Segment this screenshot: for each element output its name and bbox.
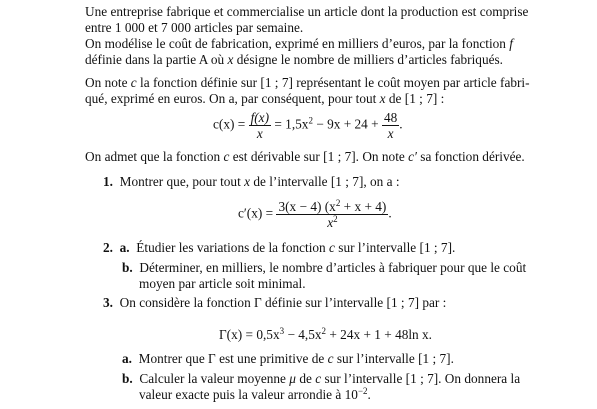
equation-c: [213, 110, 403, 141]
equation-term: − 9x + 24 +: [316, 116, 379, 132]
fraction-numerator: [276, 199, 388, 215]
question-text: valeur exacte puis la valeur arrondie à 10: [139, 387, 358, 402]
question-2b: [122, 260, 526, 276]
question-text: Déterminer, en milliers, le nombre d’articles à fabriquer pour que le coût: [139, 260, 527, 275]
equation-end: .: [399, 116, 403, 132]
exponent: 2: [321, 326, 327, 336]
question-number: 1.: [103, 174, 113, 189]
subquestion-label: a.: [119, 240, 130, 255]
body-text: est dérivable sur [1 ; 7]. On note: [232, 149, 405, 164]
math-var: c: [223, 149, 230, 164]
intro-line-3: [85, 36, 513, 52]
math-var: f: [509, 36, 513, 51]
body-text: On admet que la fonction: [85, 149, 221, 164]
intro-text: On modélise le coût de fabrication, exprimé en milliers d’euros, par la fonction: [85, 36, 506, 51]
def-c-line-1: [85, 75, 530, 91]
intro-text: définie dans la partie A où: [85, 52, 225, 67]
exponent: −2: [357, 386, 368, 396]
question-text: sur l’intervalle [1 ; 7].: [338, 240, 456, 255]
equation-term: + 24x + 1 + 48ln x.: [329, 327, 433, 342]
fraction: [382, 110, 399, 141]
fraction: [276, 199, 388, 230]
exponent: 2: [335, 198, 341, 208]
def-text: qué, exprimé en euros. On a, par conséquent, pour tout: [85, 91, 377, 106]
numerator-part: (x: [324, 199, 336, 214]
question-text: sur l’intervalle [1 ; 7].: [336, 351, 454, 366]
numerator-part: + x + 4): [343, 199, 387, 214]
def-text: la fonction définie sur [1 ; 7] représentant le coût moyen par article fabri-: [140, 75, 530, 90]
question-text: de: [299, 371, 312, 386]
equation-cprime: [238, 199, 392, 230]
subquestion-label: a.: [122, 351, 132, 366]
math-var: c: [327, 351, 334, 366]
question-text: sur l’intervalle [1 ; 7]. On donnera la: [324, 371, 521, 386]
question-text: moyen par article soit minimal.: [139, 276, 306, 291]
exponent: 3: [279, 326, 285, 336]
denominator-var: x: [327, 215, 334, 230]
fraction-denominator: x: [256, 126, 263, 141]
equation-end: .: [388, 205, 392, 221]
question-text: Montrer que, pour tout: [119, 174, 241, 189]
question-1: [103, 174, 400, 190]
question-text: Étudier les variations de la fonction: [136, 240, 326, 255]
intro-line-1: [85, 4, 528, 20]
question-3: [103, 295, 446, 311]
math-var: μ: [289, 371, 296, 386]
def-text: On note: [85, 75, 128, 90]
numerator-part: 3(x − 4): [278, 199, 322, 214]
math-var: c: [130, 75, 137, 90]
body-text: sa fonction dérivée.: [420, 149, 525, 164]
question-number: 3.: [103, 295, 113, 310]
equation-term: = 1,5x: [274, 116, 309, 132]
intro-line-4: [85, 52, 503, 68]
question-3b-cont: [139, 387, 371, 403]
question-text: On considère la fonction Γ définie sur l’intervalle [1 ; 7] par :: [119, 295, 447, 310]
fraction-numerator: 48: [383, 110, 398, 125]
question-text: Montrer que Γ est une primitive de: [138, 351, 325, 366]
question-3a: [122, 351, 454, 367]
fraction-denominator: [276, 215, 388, 230]
math-var: x: [244, 174, 251, 189]
fraction: [249, 110, 271, 141]
intro-text: Une entreprise fabrique et commercialise un article dont la production est comprise: [85, 4, 529, 19]
subquestion-label: b.: [122, 260, 133, 275]
question-text: de l’intervalle [1 ; 7], on a :: [253, 174, 400, 189]
equation-gamma: [219, 327, 432, 343]
exponent: 2: [333, 214, 338, 224]
math-var: x: [227, 52, 234, 67]
math-var: c′: [408, 149, 417, 164]
math-var: x: [379, 91, 386, 106]
question-3b: [122, 371, 520, 387]
fraction-numerator: f(x): [250, 110, 270, 125]
equation-term: Γ(x) = 0,5x: [219, 327, 280, 342]
equation-lhs: c(x) =: [213, 116, 246, 132]
derivable-line: [85, 149, 525, 165]
def-c-line-2: [85, 91, 444, 107]
question-text: Calculer la valeur moyenne: [139, 371, 286, 386]
intro-text: entre 1 000 et 7 000 articles par semaine.: [85, 20, 304, 35]
math-var: c: [315, 371, 322, 386]
question-2b-cont: [139, 276, 306, 292]
math-var: c: [329, 240, 335, 255]
question-number: 2.: [103, 240, 113, 255]
fraction-denominator: x: [387, 126, 394, 141]
equation-term: − 4,5x: [287, 327, 322, 342]
equation-lhs: c′(x) =: [238, 205, 274, 221]
question-2a: [103, 240, 455, 256]
intro-text: désigne le nombre de milliers d’articles fabriqués.: [236, 52, 503, 67]
intro-line-2: [85, 20, 303, 36]
question-text: .: [367, 387, 371, 402]
exponent: 2: [308, 115, 313, 126]
subquestion-label: b.: [122, 371, 133, 386]
def-text: de [1 ; 7] :: [388, 91, 445, 106]
